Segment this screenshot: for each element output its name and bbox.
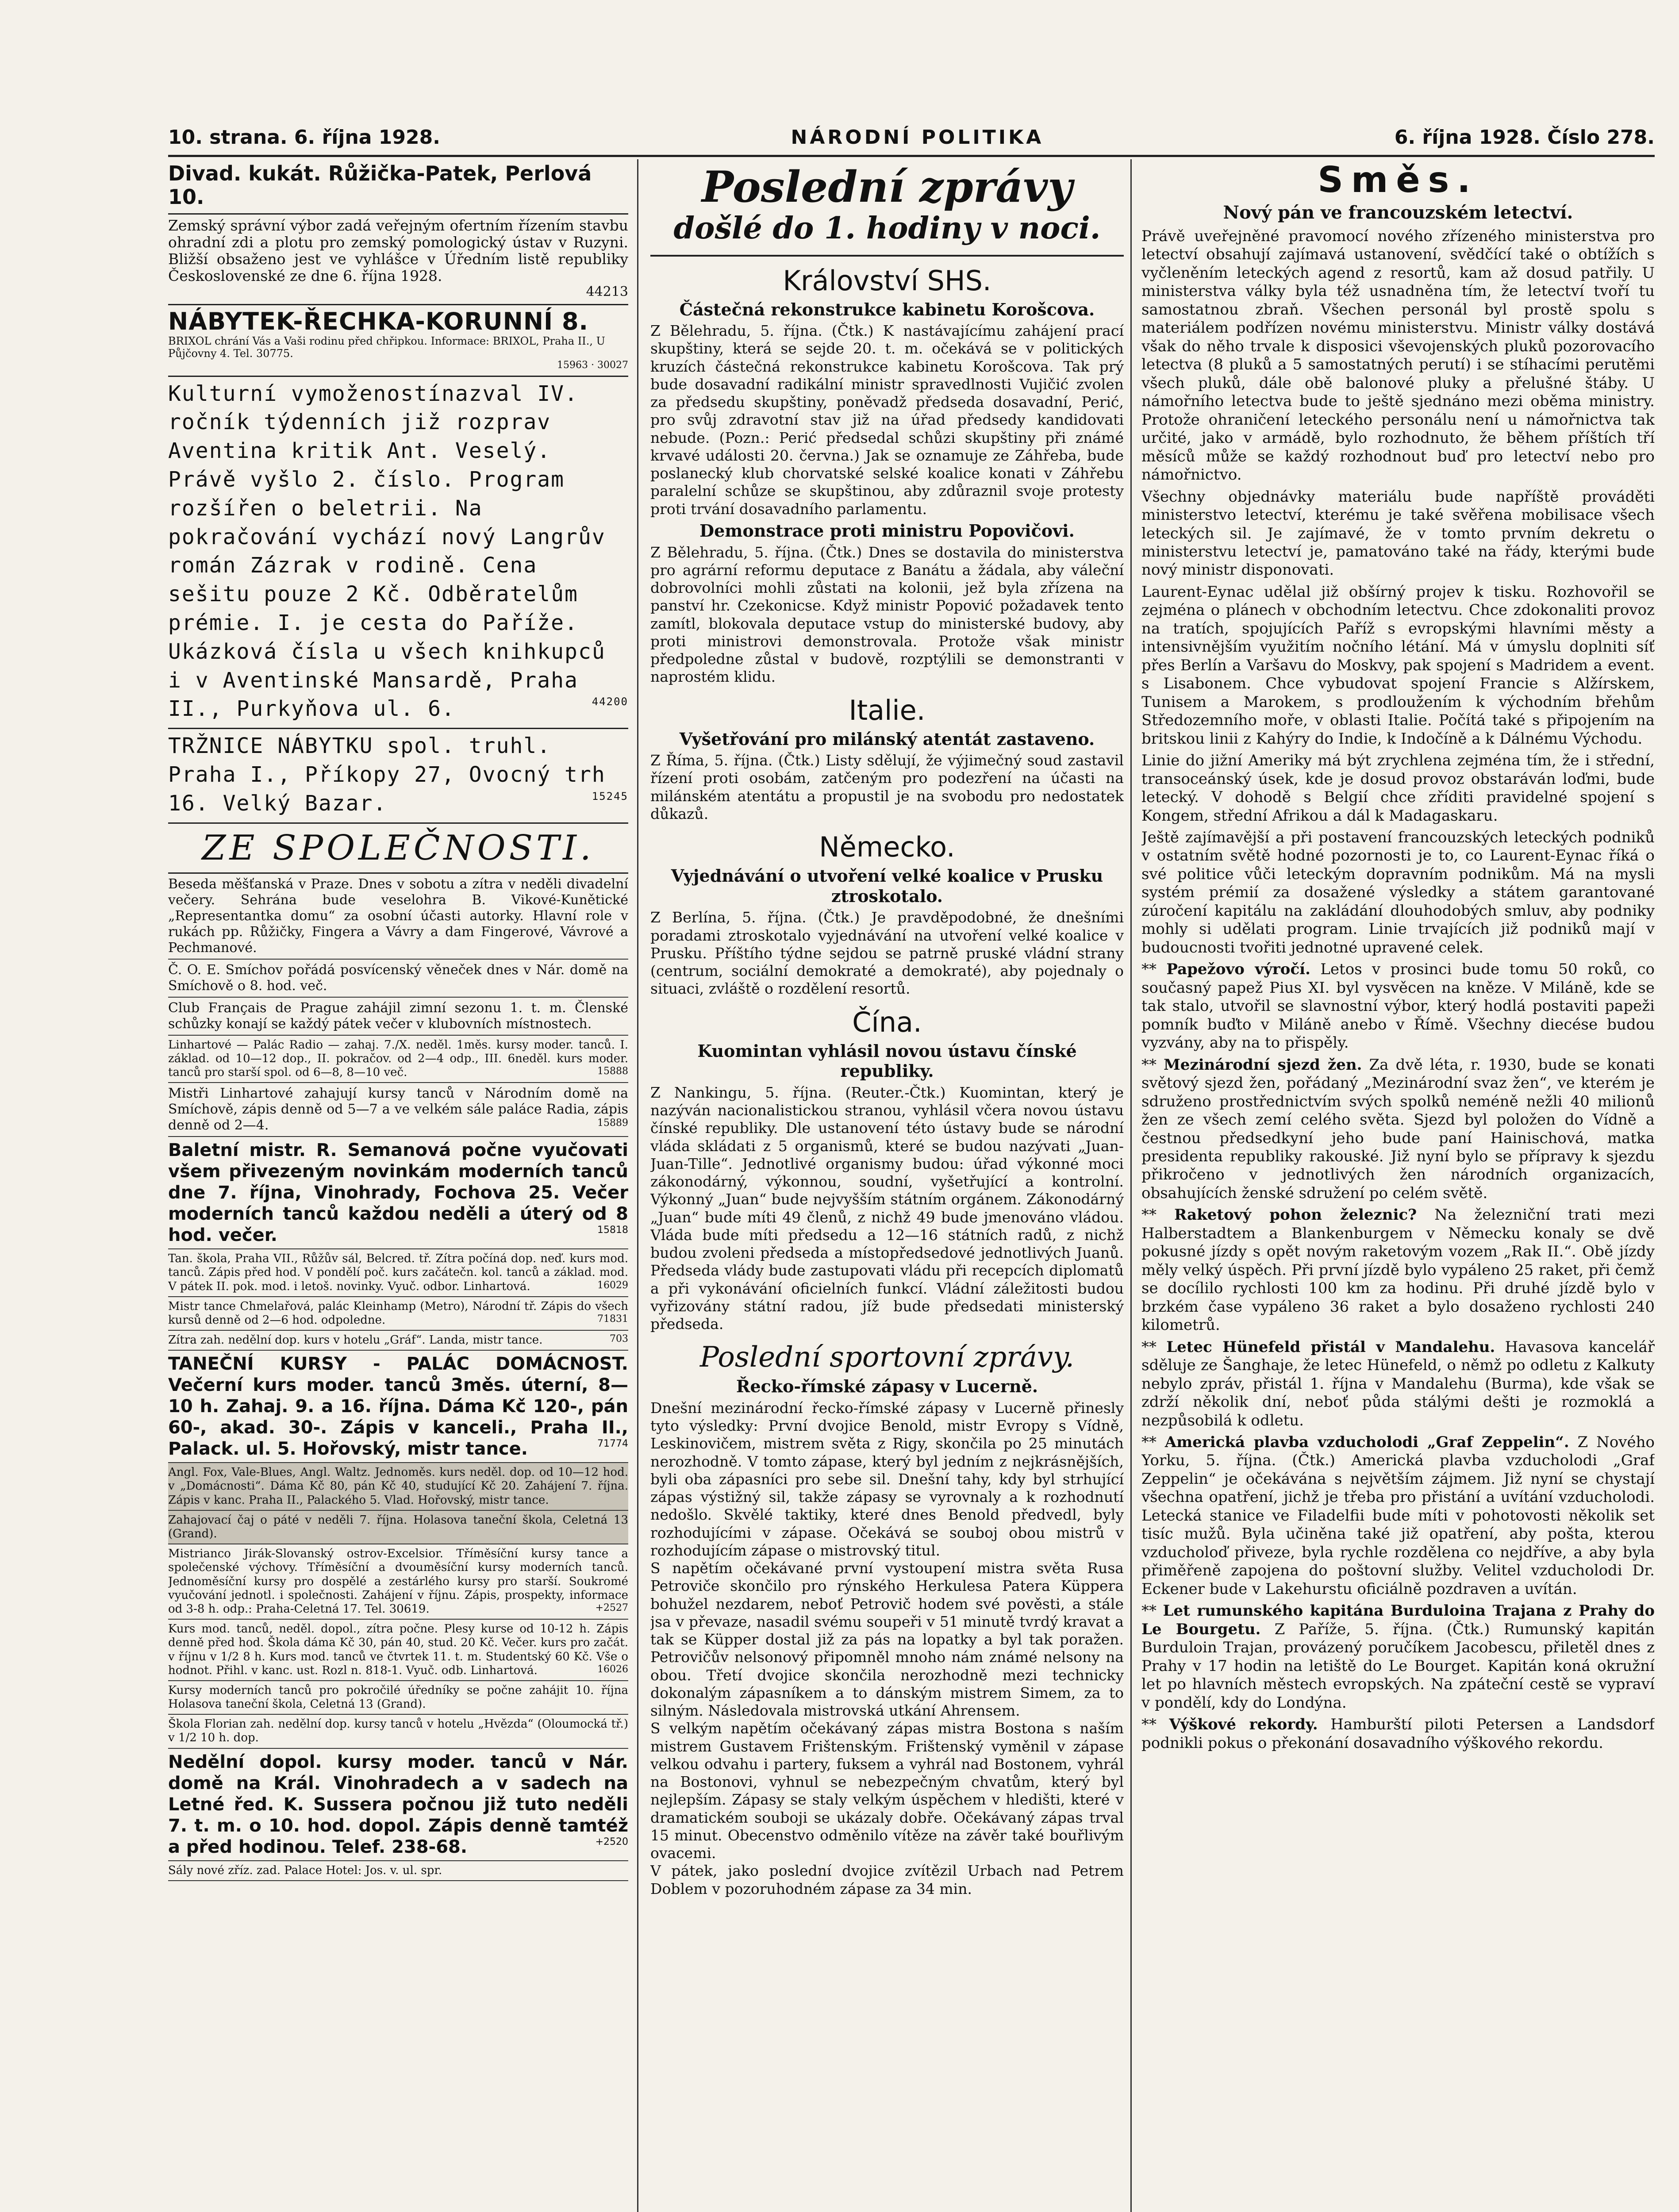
header-center: NÁRODNÍ POLITIKA <box>791 126 1044 149</box>
news-country: Čína. <box>852 1006 922 1038</box>
masthead-subtitle: došlé do 1. hodiny v noci. <box>673 210 1101 246</box>
society-item <box>168 1351 628 1463</box>
society-item-text: Tan. škola, Praha VII., Růžův sál, Belcred. tř. Zítra počíná dop. neď. kurs mod. tanců. Zápis před hod. V pondělí poč. kurs začátečn. kol. tanců a základ. mod. V pátek II. pok. mod. i letoš. novinky. Vyuč. odbor. Linhartová. <box>168 1252 628 1293</box>
miscellany-note: ** Mezinárodní sjezd žen. Za dvě léta, r. 1930, bude se konati světový sjezd žen, pořádaný „Mezinárodní svaz žen“, ve kterém je sdruženo prostřednictvím svých spolků neméně nežli 40 milionů žen ze všech zemí celého světa. Sjezd byl položen do Vídně a čestnou předsedkyní jeho bude paní Hainischová, matka presidenta republiky rakouské. Již nyní bylo se přípravy k sjezdu přikročeno v jednotlivých žen národních organizacích, obsahujících ženské sdružení po celém světě. <box>1141 1056 1655 1202</box>
ad-number: 15245 <box>592 790 628 803</box>
miscellany-paragraphs <box>1141 227 1655 957</box>
sport-article-4: V pátek, jako poslední dvojice zvítězil Urbach nad Petrem Doblem v pozoruhodném zápase za 34 min. <box>650 1862 1124 1897</box>
society-item-number: 16029 <box>597 1279 628 1291</box>
society-item-text: Mistři Linhartové zahajují kursy tanců v Národním domě na Smíchově, zápis denně od 5—7 a ve velkém sále paláce Radia, zápis denně od 2—4. <box>168 1086 628 1133</box>
miscellany-note: ** Papežovo výročí. Letos v prosinci bude tomu 50 roků, co současný papež Pius XI. byl vysvěcen na kněze. V Miláně, kde se tak stalo, utvořil se slavnostní výbor, který hodlá postaviti papeži pomník buďto v Miláně anebo v Římě. Všechny diecése budou vyzvány, aby na to přispěly. <box>1141 960 1655 1052</box>
society-item-text: Č. O. E. Smíchov pořádá posvícenský věneček dnes v Nár. domě na Smíchově o 8. hod. več. <box>168 962 628 994</box>
news-headline: Částečná rekonstrukce kabinetu Korošcova. <box>679 299 1095 319</box>
ad-text: Kulturní vymoženostínazval IV. ročník týdenních již rozprav Aventina kritik Ant. Veselý. Právě vyšlo 2. číslo. Program rozšířen o beletrii. Na pokračování vychází nový Langrův román Zázrak v rodině. Cena sešitu pouze 2 Kč. Odběratelům prémie. I. je cesta do Paříže. Ukázková čísla u všech knihkupců i v Aventinské Mansardě, Praha II., Purkyňova ul. 6. <box>168 381 606 722</box>
society-item-number: +2520 <box>595 1836 628 1847</box>
miscellany-paragraph: Ještě zajímavější a při postavení francouzských leteckých podniků v ostatním světě hodné pozornosti je to, co Laurent-Eynac říká o své politice vůči leteckým dopravním podnikům. Má na mysli systém prémií za dosažené výsledky a státem garantované zúročení kapitálu na zakládání dlouhodobých smluv, aby podniky mohly si udělati program. Linie trvajících již podniků mají v budoucnosti tvořiti jednotné upravené celek. <box>1141 829 1655 956</box>
society-item-number: 15889 <box>597 1118 628 1129</box>
ad-text: BRIXOL chrání Vás a Vaši rodinu před chřipkou. Informace: BRIXOL, Praha II., U Půjčovny 4. Tel. 30775. <box>168 335 605 360</box>
note-text: Hamburští piloti Petersen a Landsdorf podnikli pokus o překonání dosavadního výškového rekordu. <box>1141 1716 1655 1752</box>
society-list <box>168 874 628 1881</box>
news-masthead <box>650 159 1124 257</box>
news-headline: Kuomintan vyhlásil novou ústavu čínské republiky. <box>697 1041 1077 1081</box>
society-item-text: Mistr tance Chmelařová, palác Kleinhamp (Metro), Národní tř. Zápis do všech kursů denně od 2—6 hod. odpoledne. <box>168 1299 628 1327</box>
ad-aventinum <box>168 377 628 730</box>
society-item-text: Kursy moderních tanců pro pokročilé úředníky se počne zahájit 10. října Holasova taneční škola, Celetná 13 (Grand). <box>168 1683 628 1711</box>
miscellany-note: ** Let rumunského kapitána Burduloina Trajana z Prahy do Le Bourgetu. Z Paříže, 5. října. (Čtk.) Rumunský kapitán Burduloin Trajan, provázený poručíkem Jacobescu, přiletěl dnes z Prahy v 17 hodin na letiště do Le Bourget. Kapitán koná okružní let po hlavních městech evropských. Na zpáteční cestě se vypraví v pondělí, kdy do Londýna. <box>1141 1602 1655 1712</box>
society-item-text: Angl. Fox, Vale-Blues, Angl. Waltz. Jednoměs. kurs neděl. dop. od 10—12 hod. v „Domácnosti“. Dáma Kč 80, pán Kč 40, studující Kč 20. Zahájení 7. října. Zápis v kanc. Praha II., Palackého 5. Vlad. Hořovský, mistr tance. <box>168 1466 628 1507</box>
news-headline: Vyjednávání o utvoření velké koalice v Prusku ztroskotalo. <box>671 866 1103 906</box>
society-item-number: 15818 <box>597 1225 628 1236</box>
column-rule-2 <box>1130 159 1132 2212</box>
ad-nabytek <box>168 305 628 377</box>
society-item <box>168 1511 628 1544</box>
note-text: Z Paříže, 5. října. (Čtk.) Rumunský kapitán Burduloin Trajan, provázený poručíkem Jacobescu, přiletěl dnes z Prahy v 17 hodin na letiště do Le Bourget. Kapitán koná okružní let po hlavních městech evropských. Na zpáteční cestě se vypraví v pondělí, kdy do Londýna. <box>1141 1620 1655 1712</box>
society-item-text: Club Français de Prague zahájil zimní sezonu 1. t. m. Členské schůzky konají se každý pátek večer v klubovních místnostech. <box>168 1000 628 1032</box>
news-article: Z Říma, 5. října. (Čtk.) Listy sdělují, že výjimečný soud zastavil řízení proti osobám, zatčeným pro podezření na účasti na milánském atentátu a propustil je na svobodu pro nedostatek důkazů. <box>650 752 1124 822</box>
news-sections <box>650 265 1124 1333</box>
page-header <box>168 119 1655 157</box>
society-item-text: Baletní mistr. R. Semanová počne vyučovati všem přivezeným novinkám moderních tanců dne 7. října, Vinohrady, Fochova 25. Večer moderních tanců každou neděli a úterý od 8 hod. večer. <box>168 1140 628 1246</box>
ad-number: 44213 <box>586 284 628 300</box>
sport-headline: Řecko-římské zápasy v Lucerně. <box>736 1376 1038 1397</box>
news-country: Italie. <box>849 694 926 726</box>
society-item <box>168 874 628 960</box>
society-heading: ZE SPOLEČNOSTI. <box>168 824 628 874</box>
note-heading: Let rumunského kapitána Burduloina Trajana z Prahy do Le Bourgetu. <box>1141 1602 1655 1638</box>
society-item-text: Zítra zah. nedělní dop. kurs v hotelu „Gráf“. Landa, mistr tance. <box>168 1333 543 1347</box>
news-article: Z Bělehradu, 5. října. (Čtk.) K nastávajícímu zahájení prací skupštiny, která se sejde 20. t. m. očekává se v politických kruzích částečná rekonstrukce kabinetu Korošcova. Tak prý bude dosavadní radikální ministr spravedlnosti Vujičić zvolen za předsedu skupštiny, poněvadž předseda dosavadní, Perić, pro svůj zdravotní stav již na úřad předsedy kandidovati nebude. (Pozn.: Perić předsedal schůzi skupštiny při známé krvavé události 20. června.) Jak se oznamuje ze Záhřeba, bude poslanecký klub chorvatské selské koalice konati v Záhřebu paralelní schůze se skupštinou, aby zdůraznil svoje protesty proti trvání dosavadního parlamentu. <box>650 322 1124 518</box>
ad-title: Divad. kukát. Růžička-Patek, Perlová 10. <box>168 161 592 209</box>
society-item <box>168 960 628 998</box>
ad-zemsky-vybor <box>168 215 628 305</box>
society-item-number: 16026 <box>597 1663 628 1675</box>
miscellany-note: ** Výškové rekordy. Hamburští piloti Petersen a Landsdorf podnikli pokus o překonání dosavadního výškového rekordu. <box>1141 1716 1655 1752</box>
society-item <box>168 1137 628 1249</box>
ad-divadlo <box>168 159 628 215</box>
news-country: Království SHS. <box>783 264 991 297</box>
society-item-text: Sály nové zříz. zad. Palace Hotel: Jos. v. ul. spr. <box>168 1863 442 1877</box>
society-item-number: +2527 <box>595 1602 628 1613</box>
society-item-text: Mistrianco Jirák-Slovanský ostrov-Excelsior. Tříměsíční kursy tance a společenské výchovy. Tříměsíční a dvouměsíční kursy moderních tanců. Jednoměsíční kursy pro dospělé a zestárlého kursy pro starší. Soukromé vyučování jednotl. i společnosti. Zahájení v říjnu. Zápis, prospekty, informace od 3-8 h. odp.: Praha-Celetná 17. Tel. 30619. <box>168 1547 628 1616</box>
society-item <box>168 1249 628 1297</box>
society-item-text: Nedělní dopol. kursy moder. tanců v Nár. domě na Král. Vinohradech a v sadech na Letné řed. K. Sussera počnou již tuto neděli 7. t. m. o 10. hod. dopol. Zápis denně tamtéž a před hodinou. Telef. 238-68. <box>168 1751 628 1857</box>
society-item <box>168 1331 628 1351</box>
note-heading: Mezinárodní sjezd žen. <box>1164 1056 1362 1074</box>
miscellany-paragraph: Právě uveřejněné pravomocí nového zřízeného ministerstva pro letectví obsahují zajímavá ustanovení, svědčící také o obtížích s vyčleněním leteckých agend z resortů, kam až dosud patřily. U ministerstva války byla též usnadněna tím, že letectví tvoří tu samostatnou zbraň. Všechen personál byl prostě spolu s materiálem podřízen novému ministerstvu. Ministr války dostává však do něho trvale k disposici vševojenských pluků pozorovacího letectva (8 pluků a 5 samostatných perutí) i se stíhacími perutěmi všech pluků, dále obě balonové pluky a přelušné štáby. U námořního letectva bude to ještě sjednáno mezi oběma ministry. Protože ohraničení leteckého personálu není u námořnictva tak určité, jako v armádě, bylo rozhodnuto, že během příštích tří měsíců může se každý rozhodnout buď pro letectví nebo pro námořnictvo. <box>1141 227 1655 484</box>
ad-title: NÁBYTEK-ŘECHKA-KORUNNÍ 8. <box>168 307 589 336</box>
note-heading: Papežovo výročí. <box>1166 960 1310 979</box>
ad-text: TRŽNICE NÁBYTKU spol. truhl. Praha I., Příkopy 27, Ovocný trh 16. Velký Bazar. <box>168 733 606 816</box>
society-item <box>168 1620 628 1681</box>
ad-text: Zemský správní výbor zadá veřejným ofertním řízením stavbu ohradní zdi a plotu pro zemský pomologický ústav v Ruzyni. Bližší obsaženo jest ve vyhlášce v Úředním listě republiky Československé ze dne 6. října 1928. <box>168 216 628 284</box>
miscellany-subtitle: Nový pán ve francouzském letectví. <box>1223 202 1573 223</box>
society-item-text: Linhartové — Palác Radio — zahaj. 7./X. neděl. 1měs. kursy moder. tanců. I. základ. od 10—12 dop., II. pokračov. od 2—4 odp., III. 6neděl. kurs moder. tanců pro starší spol. od 6—8, 8—10 več. <box>168 1038 628 1079</box>
society-item <box>168 1861 628 1881</box>
news-headline: Vyšetřování pro milánský atentát zastaveno. <box>679 729 1095 749</box>
society-item-number: 71831 <box>597 1313 628 1325</box>
column-miscellany <box>1141 159 1655 1756</box>
society-item-text: Škola Florian zah. nedělní dop. kursy tanců v hotelu „Hvězda“ (Oloumocká tř.) v 1/2 10 h. dop. <box>168 1717 628 1745</box>
note-heading: Raketový pohon železnic? <box>1174 1206 1417 1224</box>
society-item-text: Zahajovací čaj o páté v neděli 7. října. Holasova taneční škola, Celetná 13 (Grand). <box>168 1513 628 1540</box>
miscellany-paragraph: Všechny objednávky materiálu bude napříště prováděti ministerstvo letectví, kterému je také svěřena mobilisace všech leteckých sil. Je zajímavé, že v tomto prvním dekretu o ministerstvu letectví je, pamatováno také na řády, kterými bude nový ministr disponovati. <box>1141 488 1655 579</box>
miscellany-note: ** Americká plavba vzducholodi „Graf Zeppelin“. Z Nového Yorku, 5. října. (Čtk.) Americká plavba vzducholodi „Graf Zeppelin“ je očekávána s největším zájmem. Již nyní se chystají všechna opatření, jichž je třeba pro přistání a uvítání vzducholodi. Letecká stanice ve Filadelfii bude míti v pohotovosti několik set tisíc mužů. Byla učiněna také již opatření, aby pošta, kterou vzducholoď přiveze, byla rychle rozdělena co nejdříve, a aby byla přiměřeně zapojena do poštovní služby. Velitel vzducholodi Dr. Eckener bude v Lakehurstu oficiálně pozdraven a uvítán. <box>1141 1433 1655 1598</box>
society-item <box>168 998 628 1036</box>
note-text: Z Nového Yorku, 5. října. (Čtk.) Americká plavba vzducholodi „Graf Zeppelin“ je očekávána s největším zájmem. Již nyní se chystají všechna opatření, jichž je třeba pro přistání a uvítání vzducholodi. Letecká stanice ve Filadelfii bude míti v pohotovosti několik set tisíc mužů. Byla učiněna také již opatření, aby pošta, kterou vzducholoď přiveze, byla rychle rozdělena co nejdříve, a aby byla přiměřeně zapojena do poštovní služby. Velitel vzducholodi Dr. Eckener bude v Lakehurstu oficiálně pozdraven a uvítán. <box>1141 1433 1655 1598</box>
society-item-number: 71774 <box>597 1438 628 1450</box>
news-article: Z Nankingu, 5. října. (Reuter.-Čtk.) Kuomintan, který je nazýván nacionalistickou stranou, vyhlásil včera novou ústavu čínské republiky. Dle ustanovení této ústavy bude se národní vláda skládati z 5 organismů, které se budou nazývati „Juan-Juan-Tille“. Jednotlivé organismy budou: úřad výkonné moci zákonodárný, výkonnou, soudní, vyšetřující a kontrolní. Výkonný „Juan“ bude nejvyšším státním orgánem. Zákonodárný „Juan“ bude míti 49 členů, z nichž 49 bude jmenováno vládou. Vláda bude míti předsedu a 12—16 státních radů, z nichž budou zvoleni předseda a místopředsedové jednotlivých Juanů. Předseda vlády bude zastupovati vládu při recepcích diplomatů a při vykonávání oficielních funkcí. Vládní záležitosti budou vyřizovány státní radou, jíž bude předsedati ministerský předseda. <box>650 1083 1124 1333</box>
sport-article-2: S napětím očekávané první vystoupení mistra světa Rusa Petroviče skončilo pro rýnského Herkulesa Patera Küppera bohužel nezdarem, neboť Petrovič hodem své pověsti, a stále jsa v převaze, nasadil svému soupeři v 51 minutě tvrdý kravat a tak se Küpper dostal již za pás na lopatky a byl tak poražen. Petrovičův nelsonový připomněl mnoho nám známé nelsony na obou. Třetí dvojice skončila nerozhodně mezi technicky dokonalým zápasníkem a to dánským mistrem Simem, za to silným. Následovala mistrovská utkání Ahrensem. <box>650 1559 1124 1720</box>
society-item <box>168 1715 628 1748</box>
society-item <box>168 1036 628 1083</box>
note-text: Havasova kancelář sděluje ze Šanghaje, že letec Hünefeld, o němž po odletu z Kalkuty nebylo zpráv, přistál 1. října v Mandalehu (Burma), kde však se zdrží několik dní, neboť půda stálými dešti je rozmoklá a nezpůsobilá k odletu. <box>1141 1338 1655 1429</box>
news-country: Německo. <box>819 831 955 864</box>
ad-trznice <box>168 729 628 823</box>
miscellany-paragraph: Linie do jižní Ameriky má být zrychlena zejména tím, že i střední, transoceánský úsek, kde je dosud provoz obstaráván loďmi, bude letecký. V dohodě s Belgií chce zříditi pravidelné spojení s Kongem, střední Afrikou a dál k Madagaskaru. <box>1141 752 1655 825</box>
society-item <box>168 1297 628 1331</box>
miscellany-note: ** Raketový pohon železnic? Na železniční trati mezi Halberstadtem a Blankenburgem v Německu konaly se dvě pokusné jízdy s opět novým raketovým vozem „Rak II.“. Obě jízdy měly velký úspěch. Při první jízdě bylo vypáleno 25 raket, při čemž se docílilo rychlosti 100 km za hodinu. Při druhé jízdě bylo v brzkém čase vypáleno 36 raket a bylo dosaženo rychlosti 240 kilometrů. <box>1141 1206 1655 1334</box>
header-right: 6. října 1928. Číslo 278. <box>1394 126 1655 149</box>
ad-number: 15963 · 30027 <box>557 360 628 371</box>
society-item <box>168 1463 628 1511</box>
society-item-number: 703 <box>610 1333 628 1345</box>
ad-number: 44200 <box>592 695 628 708</box>
header-left: 10. strana. 6. října 1928. <box>168 126 440 149</box>
column-ads <box>168 159 628 1881</box>
sport-article-3: S velkým napětím očekávaný zápas mistra Bostona s naším mistrem Gustavem Frištenským. Frištenský vyměnil v zápase velkou odvahu i partery, fuksem a vyhrál nad Bostonem, vyhrál na Bostonovi, vyhnul se nebezpečným chvatům, který byl nejlepším. Zápasy se staly velkým úspěchem v hledišti, které v dramatickém souboji se ukázaly dobře. Očekávaný zápas trval 15 minut. Obecenstvo odměnilo vítěze na závěr také bouřlivým ovacemi. <box>650 1720 1124 1862</box>
masthead-title: Poslední zprávy <box>701 162 1073 212</box>
society-item-number: 15888 <box>597 1065 628 1077</box>
note-heading: Výškové rekordy. <box>1169 1716 1318 1734</box>
miscellany-note: ** Letec Hünefeld přistál v Mandalehu. Havasova kancelář sděluje ze Šanghaje, že letec Hünefeld, o němž po odletu z Kalkuty nebylo zpráv, přistál 1. října v Mandalehu (Burma), kde však se zdrží několik dní, neboť půda stálými dešti je rozmoklá a nezpůsobilá k odletu. <box>1141 1338 1655 1429</box>
society-item <box>168 1681 628 1715</box>
column-news <box>650 159 1124 1898</box>
society-item <box>168 1544 628 1620</box>
society-item-text: Beseda měšťanská v Praze. Dnes v sobotu a zítra v neděli divadelní večery. Sehrána bude veselohra B. Vikové-Kunětické „Representantka domu“ za osobní účasti autorky. Hlavní role v rukách pp. Růžičky, Fingera a Vávry a dam Fingerové, Vávrové a Pechmanové. <box>168 876 628 956</box>
society-item <box>168 1749 628 1861</box>
society-item-text: Kurs mod. tanců, neděl. dopol., zítra počne. Plesy kurse od 10-12 h. Zápis denně před hod. Škola dáma Kč 30, pán 40, stud. 20 Kč. Večer. kurs pro začát. v říjnu v 1/2 8 h. Kurs mod. tanců ve čtvrtek 11. t. m. Studentský 60 Kč. Vše o hodnot. Přihl. v kanc. ust. Rozl n. 818-1. Vyuč. odb. Linhartová. <box>168 1622 628 1677</box>
note-heading: Americká plavba vzducholodi „Graf Zeppelin“. <box>1164 1433 1569 1451</box>
note-text: Za dvě léta, r. 1930, bude se konati světový sjezd žen, pořádaný „Mezinárodní svaz žen“, ve kterém je sdruženo prostřednictvím svých spolků neméně nežli 40 milionů žen ze všech zemí celého světa. Sjezd byl položen do Vídně a čestnou předsedkyní jeho bude paní Hainischová, matka presidenta republiky rakouské. Již nyní bylo se přípravy k sjezdu přikročeno v jednotlivých žen národních organizacích, obsahujících ženské sdružení po celém světě. <box>1141 1056 1655 1202</box>
news-article: Z Bělehradu, 5. října. (Čtk.) Dnes se dostavila do ministerstva pro agrární reformu deputace z Banátu a žádala, aby váleční dobrovolníci mohli zůstati na kolonii, jež byla zřízena na panství hr. Czekonicse. Když ministr Popović požadavek tento zamítl, blokovala deputace vstup do ministerské budovy, aby proti ministrovi demonstrovala. Protože však ministr předpoledne zůstal v budově, rozptýlili se demonstranti v naprostém klidu. <box>650 543 1124 686</box>
sport-article-1: Dnešní mezinárodní řecko-římské zápasy v Lucerně přinesly tyto výsledky: První dvojice Benold, mistr Evropy s Vídně, Leskinovičem, mistrem světa z Rigy, skončila po 25 minutách nerozhodně. V tomto zápase, který byl jedním z nejkrásnějších, byli oba zápasníci pro sebe sil. Dnešní tahy, kdy byl strhující zápas výstižný sil, takže zápasy se vyrovnaly a k rozhodnutí nedošlo. Skvělé taktiky, které dnes Benold předvedl, byly rozhodujícími v zápase. Očekává se souboj obou mistrů v rozhodujícím zápase o mistrovský titul. <box>650 1399 1124 1559</box>
note-heading: Letec Hünefeld přistál v Mandalehu. <box>1166 1338 1495 1356</box>
note-text: Letos v prosinci bude tomu 50 roků, co současný papež Pius XI. byl vysvěcen na kněze. V Miláně, kde se tak stalo, utvořil se slavnostní výbor, který hodlá postaviti papeži pomník buďto v Miláně anebo v Římě. Všechny diecése budou vyzvány, aby na to přispěly. <box>1141 960 1655 1052</box>
column-rule-1 <box>637 159 638 2212</box>
miscellany-title: Směs. <box>1318 159 1479 200</box>
note-text: Na železniční trati mezi Halberstadtem a Blankenburgem v Německu konaly se dvě pokusné jízdy s opět novým raketovým vozem „Rak II.“. Obě jízdy měly velký úspěch. Při první jízdě bylo vypáleno 25 raket, při čemž se docílilo rychlosti 100 km za hodinu. Při druhé jízdě bylo v brzkém čase vypáleno 36 raket a bylo dosaženo rychlosti 240 kilometrů. <box>1141 1206 1655 1334</box>
miscellany-paragraph: Laurent-Eynac udělal již obšírný projev k tisku. Rozhovořil se zejména o plánech v obchodním letectvu. Chce zdokonaliti provoz na tratích, spojujících Paříž s evropskými hlavními městy a intensivnějším využitím nočního létání. Má v úmyslu doplniti síť přes Berlín a Varšavu do Moskvy, pak spojení s Madridem a event. s Lisabonem. Chce vybudovat spojení Francie s Alžírskem, Tunisem a Marokem, s prodloužením k východním břehům Středozemního moře, v oblasti Italie. Počítá také s připojením na britskou linii z Kahýry do Indie, k Indočíně a k Dálnému Východu. <box>1141 583 1655 748</box>
society-item-text: TANEČNÍ KURSY - PALÁC DOMÁCNOST. Večerní kurs moder. tanců 3měs. úterní, 8—10 h. Zahaj. 9. a 16. října. Dáma Kč 120-, pán 60-, akad. 30-. Zápis v kanceli., Praha II., Palack. ul. 5. Hořovský, mistr tance. <box>168 1354 628 1459</box>
miscellany-notes <box>1141 960 1655 1752</box>
society-item <box>168 1083 628 1137</box>
news-headline: Demonstrace proti ministru Popovičovi. <box>699 520 1075 541</box>
news-article: Z Berlína, 5. října. (Čtk.) Je pravděpodobné, že dnešními poradami ztroskotalo vyjednávání na utvoření velké koalice v Prusku. Příštího týdne sejdou se patrně pruské vládní strany (centrum, sociální demokraté a demokraté), aby pojednaly o situaci, zvláště o rozdělení resortů. <box>650 909 1124 998</box>
sport-title: Poslední sportovní zprávy. <box>699 1341 1075 1374</box>
